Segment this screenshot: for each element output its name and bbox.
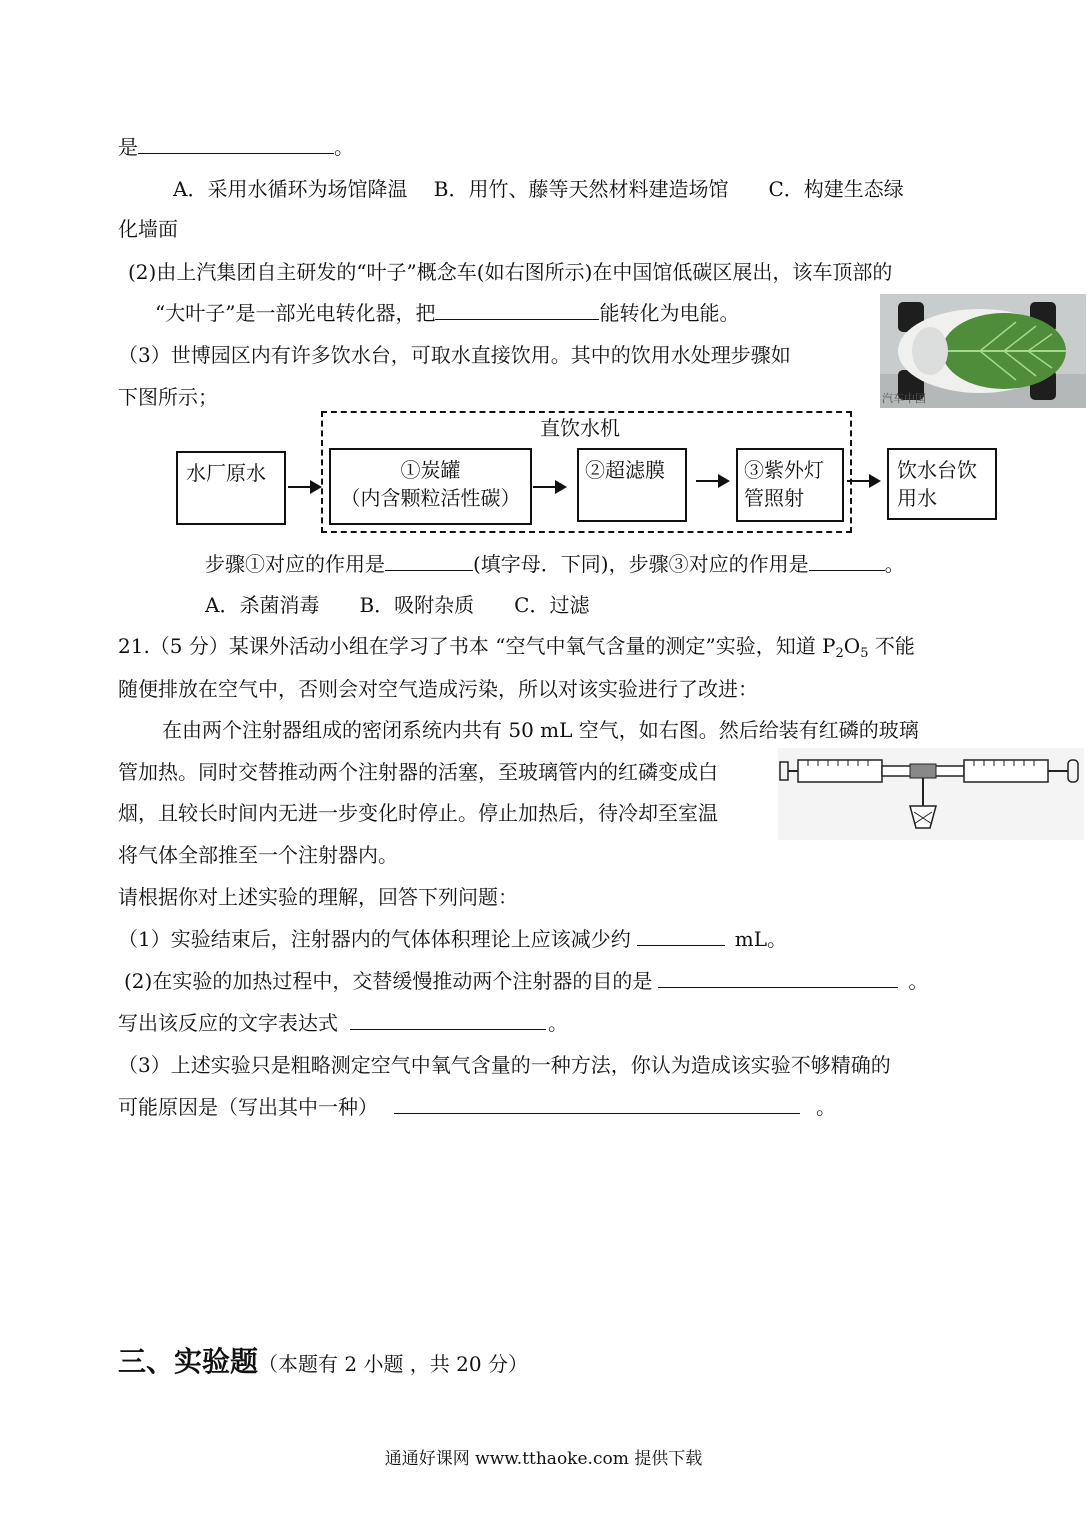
q21-line1: 21.（5 分）某课外活动小组在学习了书本 “空气中氧气含量的测定”实验，知道 $P_2O_5$ 不能	[118, 634, 915, 661]
q21-line7: 请根据你对上述实验的理解，回答下列问题：	[118, 885, 518, 909]
q21-sub2: (2)在实验的加热过程中，交替缓慢推动两个注射器的目的是 。	[124, 969, 929, 993]
answer-blank[interactable]	[350, 1009, 546, 1030]
q20-part3-line1: （3）世博园区内有许多饮水台，可取水直接饮用。其中的饮用水处理步骤如	[118, 343, 791, 367]
flow-step3-box: ③紫外灯 管照射	[736, 448, 844, 522]
section-3-title: 三、实验题	[118, 1345, 259, 1378]
answer-blank[interactable]	[138, 133, 334, 154]
q20-options: A．采用水循环为场馆降温 B．用竹、藤等天然材料建造场馆 C．构建生态绿	[173, 177, 904, 201]
q21-sub3-line1: （3）上述实验只是粗略测定空气中氧气含量的一种方法，你认为造成该实验不够精确的	[118, 1053, 891, 1077]
q21-line4: 管加热。同时交替推动两个注射器的活塞，至玻璃管内的红磷变成白	[118, 760, 718, 784]
answer-blank[interactable]	[658, 967, 898, 988]
syringe-illustration	[778, 748, 1084, 840]
q20-part3-line2: 下图所示；	[118, 385, 218, 409]
q20-line1: 是 。	[118, 135, 354, 159]
answer-blank[interactable]	[385, 550, 473, 571]
arrow-4	[847, 480, 879, 482]
q21-sub1: （1）实验结束后，注射器内的气体体积理论上应该减少约 mL。	[118, 927, 787, 951]
arrow-1	[288, 486, 320, 488]
water-machine-label: 直饮水机	[540, 416, 620, 440]
q20-step-options: A．杀菌消毒 B．吸附杂质 C．过滤	[205, 593, 590, 617]
q20-step-question: 步骤①对应的作用是 (填字母．下同)，步骤③对应的作用是 。	[205, 552, 905, 576]
answer-blank[interactable]	[435, 299, 599, 320]
section-3-note: （本题有 2 小题 ，共 20 分）	[258, 1352, 528, 1376]
syringe-apparatus-figure	[778, 748, 1084, 840]
q21-line6: 将气体全部推至一个注射器内。	[118, 843, 398, 867]
flow-source-box: 水厂原水	[176, 451, 286, 525]
q21-line3: 在由两个注射器组成的密闭系统内共有 50 mL 空气，如右图。然后给装有红磷的玻璃	[162, 718, 919, 742]
q21-sub3-line2: 可能原因是（写出其中一种） 。	[118, 1095, 836, 1119]
answer-blank[interactable]	[637, 925, 725, 946]
arrow-2	[533, 486, 565, 488]
answer-blank[interactable]	[809, 550, 885, 571]
flow-step2-box: ②超滤膜	[577, 448, 687, 522]
section-3-heading	[118, 1340, 528, 1380]
flow-output-box: 饮水台饮 用水	[887, 448, 997, 520]
photo-watermark: 汽车中国	[882, 392, 926, 405]
arrow-3	[696, 480, 728, 482]
page-footer: 通通好课网 www.tthaoke.com 提供下载	[384, 1449, 703, 1469]
q21-sub2-line2: 写出该反应的文字表达式 。	[118, 1011, 568, 1035]
q20-part2-line1: (2)由上汽集团自主研发的“叶子”概念车(如右图所示)在中国馆低碳区展出，该车顶部的	[128, 260, 893, 284]
q20-options-wrap: 化墙面	[118, 217, 178, 241]
q20-part2-line2: “大叶子”是一部光电转化器，把 能转化为电能。	[155, 301, 740, 325]
leaf-car-photo	[880, 294, 1086, 408]
q21-line2: 随便排放在空气中，否则会对空气造成污染，所以对该实验进行了改进：	[118, 677, 758, 701]
answer-blank[interactable]	[394, 1093, 800, 1114]
flow-step1-box: ①炭罐 （内含颗粒活性碳）	[329, 448, 532, 525]
q21-line5: 烟，且较长时间内无进一步变化时停止。停止加热后，待冷却至室温	[118, 801, 718, 825]
